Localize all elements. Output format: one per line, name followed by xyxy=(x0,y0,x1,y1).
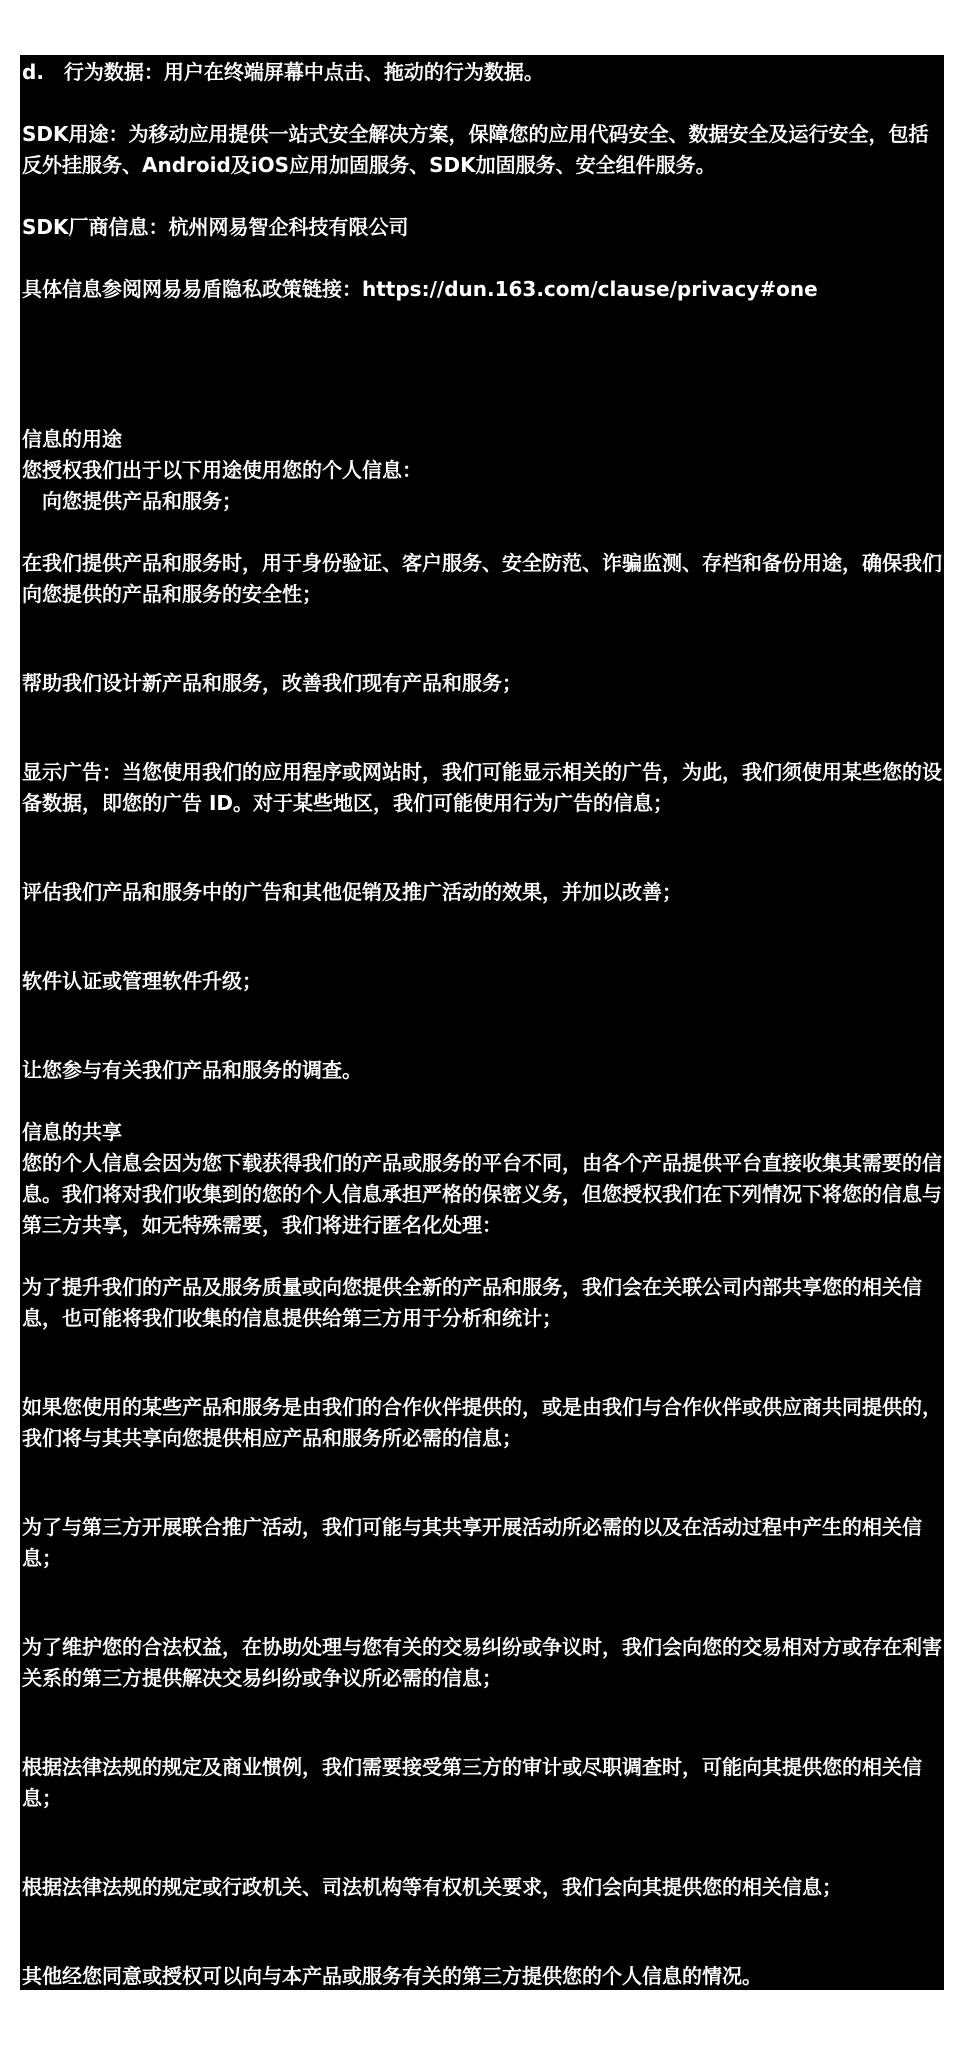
paragraph-behavior-data: d. 行为数据：用户在终端屏幕中点击、拖动的行为数据。 xyxy=(22,60,544,84)
paragraph-sharing-audit: 根据法律法规的规定及商业惯例，我们需要接受第三方的审计或尽职调查时，可能向其提供您的相关信息； xyxy=(22,1755,922,1810)
paragraph-usage-evaluate-ads: 评估我们产品和服务中的广告和其他促销及推广活动的效果，并加以改善； xyxy=(22,880,682,904)
paragraph-usage-display-ads: 显示广告：当您使用我们的应用程序或网站时，我们可能显示相关的广告，为此，我们须使用某些您的设备数据，即您的广告 ID。对于某些地区，我们可能使用行为广告的信息； xyxy=(22,760,942,815)
paragraph-sharing-other-consent: 其他经您同意或授权可以向与本产品或服务有关的第三方提供您的个人信息的情况。 xyxy=(22,1964,762,1988)
paragraph-sharing-joint-promotion: 为了与第三方开展联合推广活动，我们可能与其共享开展活动所必需的以及在活动过程中产生的相关信息； xyxy=(22,1515,922,1570)
paragraph-sharing-dispute-resolution: 为了维护您的合法权益，在协助处理与您有关的交易纠纷或争议时，我们会向您的交易相对方或存在利害关系的第三方提供解决交易纠纷或争议所必需的信息； xyxy=(22,1635,942,1690)
paragraph-usage-identity-verification: 在我们提供产品和服务时，用于身份验证、客户服务、安全防范、诈骗监测、存档和备份用途，确保我们向您提供的产品和服务的安全性； xyxy=(22,551,942,606)
section-title-info-usage: 信息的用途 xyxy=(22,427,122,451)
paragraph-usage-improve-products: 帮助我们设计新产品和服务，改善我们现有产品和服务； xyxy=(22,671,522,695)
paragraph-sharing-partners: 如果您使用的某些产品和服务是由我们的合作伙伴提供的，或是由我们与合作伙伴或供应商共同提供的，我们将与其共享向您提供相应产品和服务所必需的信息； xyxy=(22,1395,942,1450)
section-title-info-sharing: 信息的共享 xyxy=(22,1120,122,1144)
paragraph-sdk-vendor: SDK厂商信息：杭州网易智企科技有限公司 xyxy=(22,215,409,239)
paragraph-privacy-link-line xyxy=(22,274,944,305)
paragraph-sharing-intro: 您的个人信息会因为您下载获得我们的产品或服务的平台不同，由各个产品提供平台直接收集其需要的信息。我们将对我们收集到的您的个人信息承担严格的保密义务，但您授权我们在下列情况下将您的信息与第三方共享，如无特殊需要，我们将进行匿名化处理： xyxy=(22,1151,942,1237)
paragraph-sharing-legal-request: 根据法律法规的规定或行政机关、司法机构等有权机关要求，我们会向其提供您的相关信息； xyxy=(22,1875,842,1899)
privacy-policy-panel xyxy=(20,55,944,1990)
paragraph-usage-intro: 您授权我们出于以下用途使用您的个人信息： xyxy=(22,458,422,482)
paragraph-sdk-purpose: SDK用途：为移动应用提供一站式安全解决方案，保障您的应用代码安全、数据安全及运行安全，包括反外挂服务、Android及iOS应用加固服务、SDK加固服务、安全组件服务。 xyxy=(22,122,929,177)
paragraph-usage-item-provide-services: 向您提供产品和服务； xyxy=(22,489,242,513)
paragraph-usage-surveys: 让您参与有关我们产品和服务的调查。 xyxy=(22,1058,362,1082)
privacy-policy-link[interactable]: https://dun.163.com/clause/privacy#one xyxy=(362,277,818,301)
privacy-link-label: 具体信息参阅网易易盾隐私政策链接： xyxy=(22,277,362,301)
paragraph-usage-software-certification: 软件认证或管理软件升级； xyxy=(22,969,262,993)
paragraph-sharing-affiliates: 为了提升我们的产品及服务质量或向您提供全新的产品和服务，我们会在关联公司内部共享您的相关信息，也可能将我们收集的信息提供给第三方用于分析和统计； xyxy=(22,1275,922,1330)
